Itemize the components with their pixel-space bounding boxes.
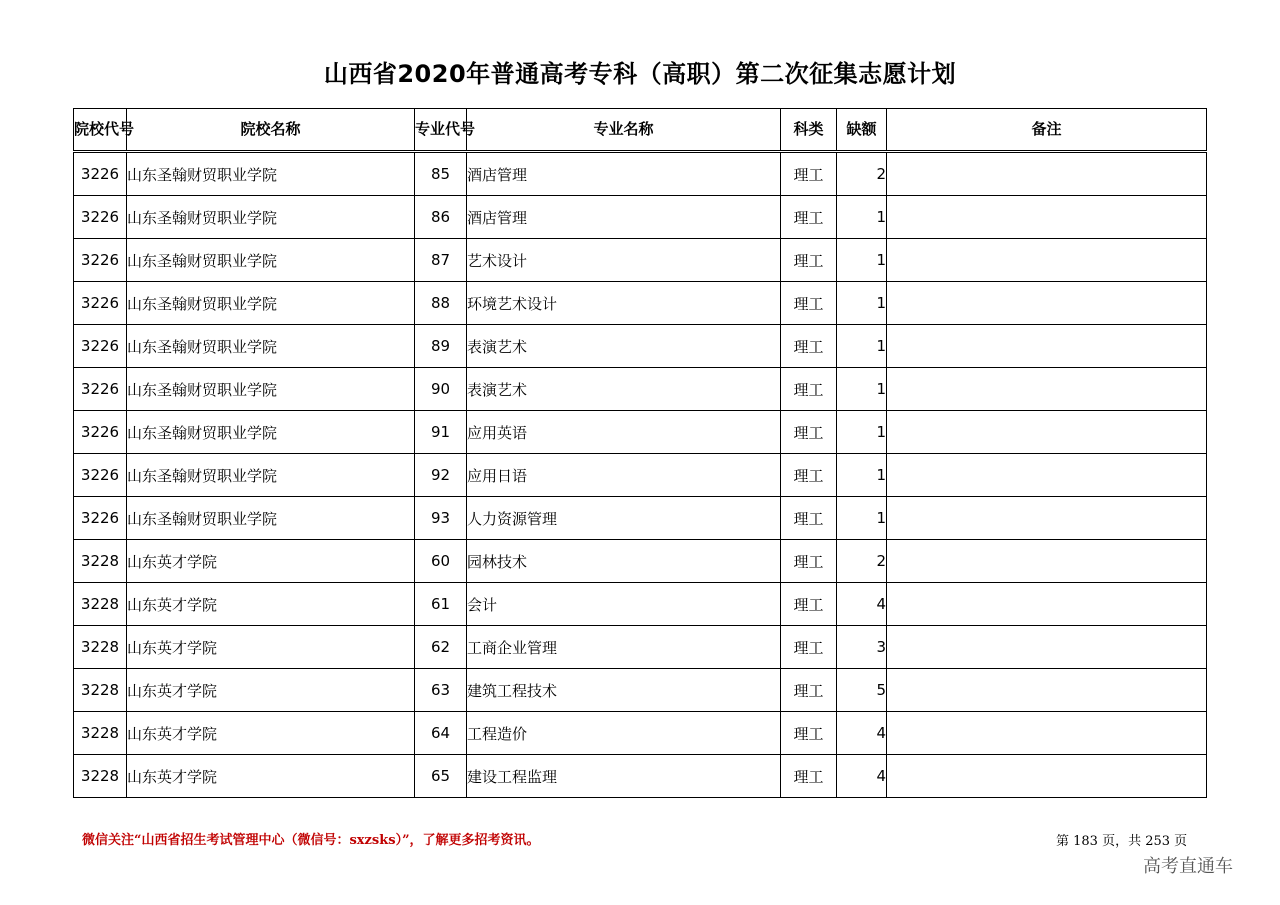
table-row bbox=[74, 583, 1207, 626]
table-row bbox=[74, 540, 1207, 583]
cell-major-code: 85 bbox=[415, 152, 467, 196]
cell-major-name: 艺术设计 bbox=[467, 239, 781, 282]
cell-school-name: 山东英才学院 bbox=[127, 669, 415, 712]
cell-remark bbox=[887, 411, 1207, 454]
table-row bbox=[74, 368, 1207, 411]
cell-quota: 4 bbox=[837, 712, 887, 755]
cell-remark bbox=[887, 282, 1207, 325]
cell-quota: 1 bbox=[837, 196, 887, 239]
cell-quota: 1 bbox=[837, 454, 887, 497]
cell-quota: 1 bbox=[837, 497, 887, 540]
table-row bbox=[74, 626, 1207, 669]
header-school-code: 院校代号 bbox=[74, 109, 127, 152]
header-school-name: 院校名称 bbox=[127, 109, 415, 152]
cell-quota: 5 bbox=[837, 669, 887, 712]
cell-school-name: 山东圣翰财贸职业学院 bbox=[127, 454, 415, 497]
table-row bbox=[74, 669, 1207, 712]
cell-school-code: 3228 bbox=[74, 669, 127, 712]
cell-school-code: 3228 bbox=[74, 712, 127, 755]
cell-major-name: 酒店管理 bbox=[467, 152, 781, 196]
cell-category: 理工 bbox=[781, 712, 837, 755]
table-header-row bbox=[74, 109, 1207, 152]
cell-major-name: 表演艺术 bbox=[467, 368, 781, 411]
cell-category: 理工 bbox=[781, 669, 837, 712]
cell-major-name: 工程造价 bbox=[467, 712, 781, 755]
cell-school-code: 3228 bbox=[74, 626, 127, 669]
cell-school-code: 3228 bbox=[74, 583, 127, 626]
cell-category: 理工 bbox=[781, 626, 837, 669]
table-row bbox=[74, 712, 1207, 755]
table-row bbox=[74, 282, 1207, 325]
cell-school-name: 山东英才学院 bbox=[127, 626, 415, 669]
cell-school-name: 山东圣翰财贸职业学院 bbox=[127, 282, 415, 325]
cell-major-code: 60 bbox=[415, 540, 467, 583]
table-row bbox=[74, 325, 1207, 368]
cell-quota: 3 bbox=[837, 626, 887, 669]
table-row bbox=[74, 497, 1207, 540]
cell-school-code: 3228 bbox=[74, 755, 127, 798]
cell-school-name: 山东英才学院 bbox=[127, 712, 415, 755]
header-major-code: 专业代号 bbox=[415, 109, 467, 152]
cell-school-name: 山东圣翰财贸职业学院 bbox=[127, 368, 415, 411]
enrollment-plan-table bbox=[73, 108, 1207, 798]
cell-school-code: 3226 bbox=[74, 282, 127, 325]
cell-remark bbox=[887, 152, 1207, 196]
cell-school-name: 山东圣翰财贸职业学院 bbox=[127, 239, 415, 282]
cell-major-name: 会计 bbox=[467, 583, 781, 626]
cell-category: 理工 bbox=[781, 497, 837, 540]
cell-category: 理工 bbox=[781, 454, 837, 497]
cell-remark bbox=[887, 626, 1207, 669]
cell-major-name: 酒店管理 bbox=[467, 196, 781, 239]
cell-quota: 4 bbox=[837, 755, 887, 798]
cell-school-code: 3226 bbox=[74, 239, 127, 282]
cell-category: 理工 bbox=[781, 282, 837, 325]
cell-major-code: 89 bbox=[415, 325, 467, 368]
cell-major-code: 65 bbox=[415, 755, 467, 798]
cell-major-name: 人力资源管理 bbox=[467, 497, 781, 540]
watermark-text: 高考直通车 bbox=[1143, 856, 1233, 877]
cell-category: 理工 bbox=[781, 325, 837, 368]
cell-school-code: 3228 bbox=[74, 540, 127, 583]
cell-major-name: 应用英语 bbox=[467, 411, 781, 454]
cell-category: 理工 bbox=[781, 239, 837, 282]
cell-major-code: 63 bbox=[415, 669, 467, 712]
cell-major-name: 表演艺术 bbox=[467, 325, 781, 368]
cell-remark bbox=[887, 368, 1207, 411]
cell-school-name: 山东英才学院 bbox=[127, 755, 415, 798]
cell-major-code: 87 bbox=[415, 239, 467, 282]
cell-school-name: 山东圣翰财贸职业学院 bbox=[127, 196, 415, 239]
header-remark: 备注 bbox=[887, 109, 1207, 152]
table-row bbox=[74, 411, 1207, 454]
cell-quota: 2 bbox=[837, 152, 887, 196]
cell-major-name: 建设工程监理 bbox=[467, 755, 781, 798]
cell-category: 理工 bbox=[781, 755, 837, 798]
cell-quota: 1 bbox=[837, 325, 887, 368]
cell-remark bbox=[887, 239, 1207, 282]
cell-major-code: 64 bbox=[415, 712, 467, 755]
cell-major-name: 工商企业管理 bbox=[467, 626, 781, 669]
cell-quota: 1 bbox=[837, 368, 887, 411]
cell-major-name: 环境艺术设计 bbox=[467, 282, 781, 325]
cell-category: 理工 bbox=[781, 196, 837, 239]
page-title: 山西省2020年普通高考专科（高职）第二次征集志愿计划 bbox=[323, 60, 957, 88]
table-row bbox=[74, 755, 1207, 798]
cell-major-name: 园林技术 bbox=[467, 540, 781, 583]
cell-remark bbox=[887, 583, 1207, 626]
cell-category: 理工 bbox=[781, 583, 837, 626]
cell-school-name: 山东英才学院 bbox=[127, 540, 415, 583]
cell-remark bbox=[887, 755, 1207, 798]
cell-school-name: 山东圣翰财贸职业学院 bbox=[127, 152, 415, 196]
wechat-notice: 微信关注“山西省招生考试管理中心（微信号：sxzsks）”，了解更多招考资讯。 bbox=[82, 833, 540, 848]
table-row bbox=[74, 454, 1207, 497]
cell-school-code: 3226 bbox=[74, 497, 127, 540]
cell-remark bbox=[887, 712, 1207, 755]
cell-remark bbox=[887, 325, 1207, 368]
cell-major-code: 92 bbox=[415, 454, 467, 497]
cell-major-code: 88 bbox=[415, 282, 467, 325]
cell-school-code: 3226 bbox=[74, 196, 127, 239]
cell-remark bbox=[887, 196, 1207, 239]
cell-school-code: 3226 bbox=[74, 325, 127, 368]
cell-remark bbox=[887, 454, 1207, 497]
cell-remark bbox=[887, 669, 1207, 712]
cell-category: 理工 bbox=[781, 411, 837, 454]
cell-category: 理工 bbox=[781, 152, 837, 196]
cell-school-name: 山东圣翰财贸职业学院 bbox=[127, 325, 415, 368]
table-row bbox=[74, 152, 1207, 196]
table-row bbox=[74, 196, 1207, 239]
cell-school-code: 3226 bbox=[74, 368, 127, 411]
cell-major-code: 86 bbox=[415, 196, 467, 239]
cell-quota: 4 bbox=[837, 583, 887, 626]
header-category: 科类 bbox=[781, 109, 837, 152]
cell-major-name: 建筑工程技术 bbox=[467, 669, 781, 712]
cell-quota: 1 bbox=[837, 411, 887, 454]
cell-major-name: 应用日语 bbox=[467, 454, 781, 497]
cell-category: 理工 bbox=[781, 540, 837, 583]
cell-school-name: 山东英才学院 bbox=[127, 583, 415, 626]
cell-quota: 1 bbox=[837, 282, 887, 325]
cell-major-code: 93 bbox=[415, 497, 467, 540]
table-body bbox=[74, 152, 1207, 798]
cell-quota: 2 bbox=[837, 540, 887, 583]
header-quota: 缺额 bbox=[837, 109, 887, 152]
cell-major-code: 91 bbox=[415, 411, 467, 454]
cell-category: 理工 bbox=[781, 368, 837, 411]
header-major-name: 专业名称 bbox=[467, 109, 781, 152]
cell-school-code: 3226 bbox=[74, 152, 127, 196]
page-number: 第 183 页，共 253 页 bbox=[1056, 834, 1188, 849]
cell-major-code: 61 bbox=[415, 583, 467, 626]
table-row bbox=[74, 239, 1207, 282]
cell-school-name: 山东圣翰财贸职业学院 bbox=[127, 411, 415, 454]
cell-major-code: 62 bbox=[415, 626, 467, 669]
cell-remark bbox=[887, 497, 1207, 540]
cell-quota: 1 bbox=[837, 239, 887, 282]
cell-school-code: 3226 bbox=[74, 411, 127, 454]
cell-school-name: 山东圣翰财贸职业学院 bbox=[127, 497, 415, 540]
cell-major-code: 90 bbox=[415, 368, 467, 411]
cell-remark bbox=[887, 540, 1207, 583]
cell-school-code: 3226 bbox=[74, 454, 127, 497]
